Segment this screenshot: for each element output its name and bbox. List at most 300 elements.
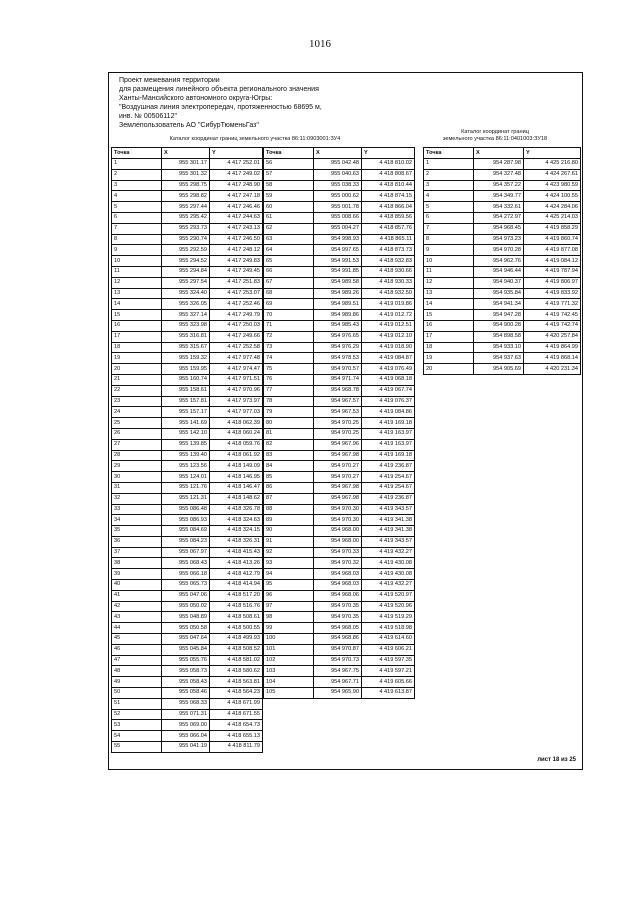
point-cell: 40 xyxy=(112,580,162,591)
x-cell: 955 071.31 xyxy=(162,709,210,720)
table-row xyxy=(424,310,581,321)
y-cell: 4 423 980.59 xyxy=(524,180,581,191)
x-cell: 955 139.85 xyxy=(162,439,210,450)
header-line: Проект межевания территории xyxy=(119,77,220,84)
point-cell: 73 xyxy=(264,342,314,353)
y-cell: 4 419 606.21 xyxy=(362,644,415,655)
y-cell: 4 417 250.03 xyxy=(210,320,263,331)
y-cell: 4 419 169.18 xyxy=(362,418,415,429)
x-cell: 954 997.65 xyxy=(314,245,362,256)
x-cell: 954 978.53 xyxy=(314,353,362,364)
point-cell: 21 xyxy=(112,374,162,385)
x-cell: 954 357.22 xyxy=(474,180,524,191)
y-cell: 4 419 067.74 xyxy=(362,385,415,396)
y-cell: 4 419 520.96 xyxy=(362,601,415,612)
y-cell: 4 419 254.67 xyxy=(362,472,415,483)
x-cell: 954 967.98 xyxy=(314,482,362,493)
x-cell: 955 157.17 xyxy=(162,407,210,418)
table-row xyxy=(264,245,415,256)
y-cell: 4 419 518.98 xyxy=(362,623,415,634)
point-cell: 86 xyxy=(264,482,314,493)
point-cell: 29 xyxy=(112,461,162,472)
point-cell: 76 xyxy=(264,374,314,385)
table-row xyxy=(112,428,263,439)
y-cell: 4 419 877.08 xyxy=(524,245,581,256)
point-cell: 78 xyxy=(264,396,314,407)
table-row xyxy=(264,288,415,299)
y-cell: 4 417 974.47 xyxy=(210,364,263,375)
x-cell: 954 989.58 xyxy=(314,277,362,288)
table-row xyxy=(264,396,415,407)
x-cell: 954 941.34 xyxy=(474,299,524,310)
y-cell: 4 418 811.79 xyxy=(210,742,263,753)
table-row xyxy=(112,590,263,601)
table-row xyxy=(112,472,263,483)
point-cell: 58 xyxy=(264,180,314,191)
x-cell: 955 295.42 xyxy=(162,212,210,223)
point-cell: 79 xyxy=(264,407,314,418)
y-cell: 4 419 771.32 xyxy=(524,299,581,310)
y-cell: 4 419 012.10 xyxy=(362,331,415,342)
x-cell: 954 970.33 xyxy=(314,547,362,558)
x-cell: 955 045.84 xyxy=(162,644,210,655)
y-cell: 4 419 254.67 xyxy=(362,482,415,493)
table-row xyxy=(264,407,415,418)
point-cell: 17 xyxy=(112,331,162,342)
x-cell: 954 970.25 xyxy=(314,418,362,429)
table-row xyxy=(264,439,415,450)
x-cell: 955 048.89 xyxy=(162,612,210,623)
y-cell: 4 417 249.45 xyxy=(210,266,263,277)
table-row xyxy=(112,677,263,688)
x-cell: 954 968.03 xyxy=(314,580,362,591)
y-cell: 4 418 874.15 xyxy=(362,191,415,202)
table-row xyxy=(264,450,415,461)
table-row xyxy=(112,526,263,537)
x-cell: 954 967.53 xyxy=(314,407,362,418)
point-cell: 9 xyxy=(112,245,162,256)
table-row xyxy=(112,482,263,493)
x-cell: 955 301.17 xyxy=(162,159,210,170)
y-cell: 4 424 267.61 xyxy=(524,169,581,180)
table-row xyxy=(264,493,415,504)
point-cell: 18 xyxy=(112,342,162,353)
table-row xyxy=(264,374,415,385)
y-cell: 4 419 787.94 xyxy=(524,266,581,277)
point-cell: 103 xyxy=(264,666,314,677)
table-row xyxy=(264,256,415,267)
table-row xyxy=(112,385,263,396)
y-cell: 4 419 084.87 xyxy=(362,353,415,364)
x-cell: 955 067.97 xyxy=(162,547,210,558)
y-cell: 4 418 808.67 xyxy=(362,169,415,180)
y-cell: 4 417 247.18 xyxy=(210,191,263,202)
point-cell: 15 xyxy=(112,310,162,321)
y-cell: 4 419 018.90 xyxy=(362,342,415,353)
x-cell: 954 967.96 xyxy=(314,439,362,450)
point-cell: 20 xyxy=(424,364,474,375)
point-cell: 12 xyxy=(424,277,474,288)
y-cell: 4 420 257.84 xyxy=(524,331,581,342)
y-cell: 4 418 810.44 xyxy=(362,180,415,191)
header-line: Землепользователь АО "СибурТюменьГаз" xyxy=(119,122,259,129)
x-cell: 955 327.14 xyxy=(162,310,210,321)
y-cell: 4 419 868.14 xyxy=(524,353,581,364)
table-row xyxy=(424,288,581,299)
x-cell: 954 970.57 xyxy=(314,364,362,375)
point-cell: 74 xyxy=(264,353,314,364)
x-cell: 955 042.48 xyxy=(314,159,362,170)
col-header-y: Y xyxy=(362,148,415,159)
y-cell: 4 417 977.48 xyxy=(210,353,263,364)
y-cell: 4 419 163.97 xyxy=(362,439,415,450)
point-cell: 5 xyxy=(112,202,162,213)
table-row xyxy=(112,396,263,407)
x-cell: 954 946.44 xyxy=(474,266,524,277)
x-cell: 955 121.76 xyxy=(162,482,210,493)
table-row xyxy=(112,742,263,753)
table-row xyxy=(112,407,263,418)
point-cell: 24 xyxy=(112,407,162,418)
point-cell: 57 xyxy=(264,169,314,180)
y-cell: 4 419 236.87 xyxy=(362,461,415,472)
x-cell: 954 940.37 xyxy=(474,277,524,288)
x-cell: 954 272.97 xyxy=(474,212,524,223)
table-row xyxy=(264,482,415,493)
point-cell: 23 xyxy=(112,396,162,407)
table-row xyxy=(264,266,415,277)
x-cell: 954 970.27 xyxy=(314,461,362,472)
table-row xyxy=(112,320,263,331)
x-cell: 955 040.63 xyxy=(314,169,362,180)
x-cell: 955 084.69 xyxy=(162,526,210,537)
table-row xyxy=(424,331,581,342)
x-cell: 954 968.05 xyxy=(314,623,362,634)
x-cell: 954 968.00 xyxy=(314,536,362,547)
point-cell: 52 xyxy=(112,709,162,720)
point-cell: 65 xyxy=(264,256,314,267)
point-cell: 19 xyxy=(424,353,474,364)
table-row xyxy=(112,353,263,364)
x-cell: 955 315.67 xyxy=(162,342,210,353)
table-row xyxy=(112,450,263,461)
table-row xyxy=(264,666,415,677)
y-cell: 4 418 413.26 xyxy=(210,558,263,569)
x-cell: 954 976.29 xyxy=(314,342,362,353)
table-row xyxy=(112,612,263,623)
x-cell: 954 332.61 xyxy=(474,202,524,213)
y-cell: 4 419 076.49 xyxy=(362,364,415,375)
y-cell: 4 418 865.11 xyxy=(362,234,415,245)
x-cell: 954 967.75 xyxy=(314,666,362,677)
point-cell: 7 xyxy=(112,223,162,234)
y-cell: 4 419 597.21 xyxy=(362,666,415,677)
point-cell: 4 xyxy=(112,191,162,202)
y-cell: 4 418 059.76 xyxy=(210,439,263,450)
point-cell: 44 xyxy=(112,623,162,634)
y-cell: 4 417 252.01 xyxy=(210,159,263,170)
x-cell: 954 905.69 xyxy=(474,364,524,375)
table-row xyxy=(264,644,415,655)
y-cell: 4 417 970.96 xyxy=(210,385,263,396)
table-row xyxy=(264,623,415,634)
point-cell: 3 xyxy=(112,180,162,191)
point-cell: 60 xyxy=(264,202,314,213)
point-cell: 56 xyxy=(264,159,314,170)
point-cell: 91 xyxy=(264,536,314,547)
x-cell: 955 158.61 xyxy=(162,385,210,396)
y-cell: 4 418 580.62 xyxy=(210,666,263,677)
table-row xyxy=(424,277,581,288)
y-cell: 4 417 251.83 xyxy=(210,277,263,288)
x-cell: 955 068.43 xyxy=(162,558,210,569)
x-cell: 954 968.78 xyxy=(314,385,362,396)
point-cell: 8 xyxy=(112,234,162,245)
point-cell: 16 xyxy=(112,320,162,331)
y-cell: 4 424 100.55 xyxy=(524,191,581,202)
y-cell: 4 418 500.55 xyxy=(210,623,263,634)
x-cell: 954 349.77 xyxy=(474,191,524,202)
x-cell: 954 976.65 xyxy=(314,331,362,342)
x-cell: 954 971.74 xyxy=(314,374,362,385)
y-cell: 4 417 246.46 xyxy=(210,202,263,213)
y-cell: 4 419 343.57 xyxy=(362,536,415,547)
point-cell: 93 xyxy=(264,558,314,569)
x-cell: 954 989.86 xyxy=(314,310,362,321)
x-cell: 954 970.35 xyxy=(314,612,362,623)
y-cell: 4 419 520.97 xyxy=(362,590,415,601)
table-row xyxy=(264,558,415,569)
x-cell: 954 991.53 xyxy=(314,256,362,267)
point-cell: 84 xyxy=(264,461,314,472)
x-cell: 955 041.19 xyxy=(162,742,210,753)
x-cell: 954 970.27 xyxy=(314,472,362,483)
x-cell: 954 968.86 xyxy=(314,634,362,645)
y-cell: 4 418 326.78 xyxy=(210,504,263,515)
table-row xyxy=(112,461,263,472)
y-cell: 4 419 169.18 xyxy=(362,450,415,461)
x-cell: 955 316.81 xyxy=(162,331,210,342)
point-cell: 20 xyxy=(112,364,162,375)
x-cell: 955 065.73 xyxy=(162,580,210,591)
point-cell: 13 xyxy=(424,288,474,299)
x-cell: 955 000.62 xyxy=(314,191,362,202)
point-cell: 6 xyxy=(112,212,162,223)
x-cell: 955 086.48 xyxy=(162,504,210,515)
table-row xyxy=(112,364,263,375)
y-cell: 4 418 517.20 xyxy=(210,590,263,601)
y-cell: 4 418 932.83 xyxy=(362,256,415,267)
point-cell: 71 xyxy=(264,320,314,331)
header-line: для размещения линейного объекта регионального значения xyxy=(119,86,319,93)
y-cell: 4 418 873.73 xyxy=(362,245,415,256)
x-cell: 954 967.98 xyxy=(314,493,362,504)
y-cell: 4 425 214.03 xyxy=(524,212,581,223)
table-row xyxy=(264,590,415,601)
point-cell: 88 xyxy=(264,504,314,515)
point-cell: 4 xyxy=(424,191,474,202)
point-cell: 3 xyxy=(424,180,474,191)
y-cell: 4 418 508.61 xyxy=(210,612,263,623)
table-row xyxy=(112,547,263,558)
point-cell: 18 xyxy=(424,342,474,353)
header-line: Ханты-Мансийского автономного округа-Югры: xyxy=(119,95,273,102)
x-cell: 955 142.10 xyxy=(162,428,210,439)
y-cell: 4 418 810.02 xyxy=(362,159,415,170)
y-cell: 4 417 977.03 xyxy=(210,407,263,418)
x-cell: 955 058.46 xyxy=(162,688,210,699)
table-row xyxy=(424,212,581,223)
point-cell: 35 xyxy=(112,526,162,537)
point-cell: 32 xyxy=(112,493,162,504)
point-cell: 81 xyxy=(264,428,314,439)
y-cell: 4 418 062.39 xyxy=(210,418,263,429)
table-row xyxy=(112,439,263,450)
point-cell: 45 xyxy=(112,634,162,645)
table-row xyxy=(112,558,263,569)
y-cell: 4 419 833.92 xyxy=(524,288,581,299)
point-cell: 12 xyxy=(112,277,162,288)
table-row xyxy=(112,223,263,234)
y-cell: 4 417 249.66 xyxy=(210,331,263,342)
x-cell: 955 058.43 xyxy=(162,677,210,688)
y-cell: 4 418 061.92 xyxy=(210,450,263,461)
table-row xyxy=(112,299,263,310)
table-row xyxy=(112,266,263,277)
point-cell: 8 xyxy=(424,234,474,245)
x-cell: 954 947.28 xyxy=(474,310,524,321)
y-cell: 4 418 581.02 xyxy=(210,655,263,666)
y-cell: 4 418 414.94 xyxy=(210,580,263,591)
x-cell: 955 160.74 xyxy=(162,374,210,385)
x-cell: 955 297.54 xyxy=(162,277,210,288)
point-cell: 22 xyxy=(112,385,162,396)
y-cell: 4 418 499.93 xyxy=(210,634,263,645)
y-cell: 4 418 508.52 xyxy=(210,644,263,655)
y-cell: 4 417 249.79 xyxy=(210,310,263,321)
point-cell: 85 xyxy=(264,472,314,483)
x-cell: 954 968.06 xyxy=(314,590,362,601)
y-cell: 4 417 973.97 xyxy=(210,396,263,407)
table-row xyxy=(424,159,581,170)
table-row xyxy=(264,169,415,180)
table-row xyxy=(112,191,263,202)
y-cell: 4 419 864.99 xyxy=(524,342,581,353)
table-row xyxy=(112,601,263,612)
point-cell: 5 xyxy=(424,202,474,213)
x-cell: 955 058.73 xyxy=(162,666,210,677)
x-cell: 955 297.44 xyxy=(162,202,210,213)
point-cell: 100 xyxy=(264,634,314,645)
y-cell: 4 418 324.63 xyxy=(210,515,263,526)
point-cell: 13 xyxy=(112,288,162,299)
y-cell: 4 418 563.81 xyxy=(210,677,263,688)
point-cell: 48 xyxy=(112,666,162,677)
y-cell: 4 419 012.72 xyxy=(362,310,415,321)
x-cell: 955 293.73 xyxy=(162,223,210,234)
y-cell: 4 418 060.24 xyxy=(210,428,263,439)
table-row xyxy=(424,364,581,375)
x-cell: 955 124.01 xyxy=(162,472,210,483)
point-cell: 30 xyxy=(112,472,162,483)
x-cell: 954 991.85 xyxy=(314,266,362,277)
col-header-x: X xyxy=(314,148,362,159)
point-cell: 1 xyxy=(112,159,162,170)
x-cell: 954 965.90 xyxy=(314,688,362,699)
x-cell: 955 139.40 xyxy=(162,450,210,461)
x-cell: 955 038.33 xyxy=(314,180,362,191)
table-row xyxy=(112,169,263,180)
point-cell: 83 xyxy=(264,450,314,461)
table-row xyxy=(264,688,415,699)
point-cell: 31 xyxy=(112,482,162,493)
x-cell: 955 069.00 xyxy=(162,720,210,731)
table-row xyxy=(264,428,415,439)
table-row xyxy=(112,688,263,699)
x-cell: 954 970.30 xyxy=(314,504,362,515)
table-row xyxy=(112,569,263,580)
point-cell: 9 xyxy=(424,245,474,256)
table-row xyxy=(264,569,415,580)
table-row xyxy=(112,644,263,655)
point-cell: 19 xyxy=(112,353,162,364)
table-row xyxy=(264,159,415,170)
point-cell: 87 xyxy=(264,493,314,504)
y-cell: 4 418 412.79 xyxy=(210,569,263,580)
point-cell: 17 xyxy=(424,331,474,342)
x-cell: 955 324.40 xyxy=(162,288,210,299)
table-row xyxy=(112,418,263,429)
y-cell: 4 417 248.12 xyxy=(210,245,263,256)
table-row xyxy=(264,601,415,612)
x-cell: 954 968.03 xyxy=(314,569,362,580)
point-cell: 67 xyxy=(264,277,314,288)
y-cell: 4 418 146.47 xyxy=(210,482,263,493)
table-row xyxy=(112,374,263,385)
table-row xyxy=(112,709,263,720)
table-row xyxy=(264,310,415,321)
table-row xyxy=(424,202,581,213)
x-cell: 955 298.82 xyxy=(162,191,210,202)
point-cell: 42 xyxy=(112,601,162,612)
table-row xyxy=(264,180,415,191)
y-cell: 4 417 248.90 xyxy=(210,180,263,191)
point-cell: 94 xyxy=(264,569,314,580)
col-header-point: Точка xyxy=(264,148,314,159)
table-row xyxy=(112,159,263,170)
table-row xyxy=(424,353,581,364)
point-cell: 97 xyxy=(264,601,314,612)
coord-table-1 xyxy=(111,147,263,753)
y-cell: 4 418 146.95 xyxy=(210,472,263,483)
x-cell: 955 159.32 xyxy=(162,353,210,364)
y-cell: 4 419 430.08 xyxy=(362,558,415,569)
y-cell: 4 419 742.74 xyxy=(524,320,581,331)
coord-table-2 xyxy=(263,147,415,699)
table-row xyxy=(264,212,415,223)
table-row xyxy=(424,342,581,353)
table-row xyxy=(112,331,263,342)
point-cell: 11 xyxy=(424,266,474,277)
x-cell: 954 968.00 xyxy=(314,526,362,537)
point-cell: 63 xyxy=(264,234,314,245)
col-header-y: Y xyxy=(524,148,581,159)
y-cell: 4 419 430.08 xyxy=(362,569,415,580)
table-row xyxy=(264,612,415,623)
y-cell: 4 425 216.80 xyxy=(524,159,581,170)
y-cell: 4 417 249.83 xyxy=(210,256,263,267)
point-cell: 105 xyxy=(264,688,314,699)
